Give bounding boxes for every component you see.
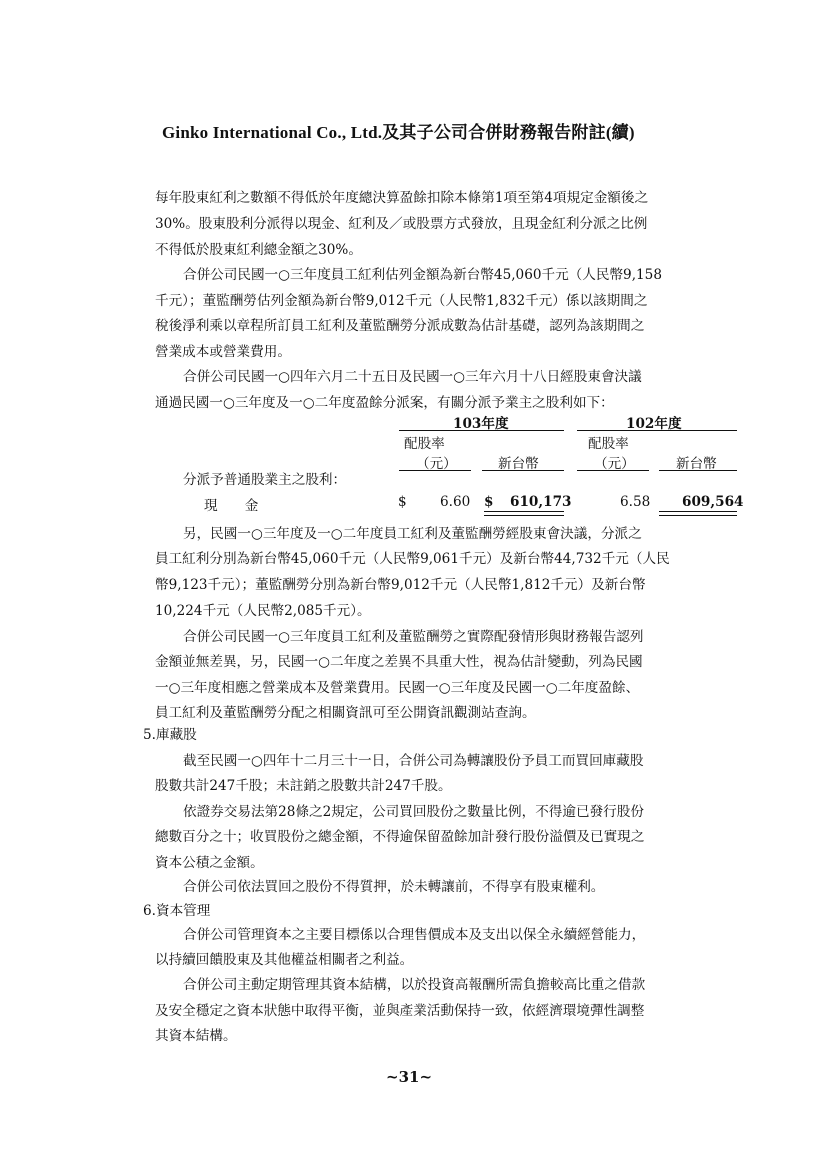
row-label-cash: 現 金 <box>204 498 259 514</box>
unit-label: （元） <box>416 456 457 472</box>
paragraph-line: 合併公司依法買回之股份不得質押，於未轉讓前，不得享有股東權利。 <box>183 879 605 895</box>
subheader-rule <box>482 470 564 471</box>
paragraph-line: 不得低於股東紅利總金額之30%。 <box>155 242 362 258</box>
paragraph-line: 稅後淨利乘以章程所訂員工紅利及董監酬勞分派成數為估計基礎，認列為該期間之 <box>155 318 645 334</box>
subheader-rule <box>399 470 471 471</box>
unit-label: （元） <box>594 456 635 472</box>
paragraph-line: 員工紅利及董監酬勞分配之相關資訊可至公開資訊觀測站查詢。 <box>155 705 536 721</box>
header-rule <box>399 430 564 431</box>
section-title-treasury-stock: 5.庫藏股 <box>143 727 197 743</box>
header-rule <box>577 430 737 431</box>
ntd-label: 新台幣 <box>676 456 717 472</box>
paragraph-line: 合併公司民國一○三年度員工紅利估列金額為新台幣45,060千元（人民幣9,158 <box>183 267 662 283</box>
paragraph-line: 截至民國一○四年十二月三十一日，合併公司為轉讓股份予員工而買回庫藏股 <box>183 753 644 769</box>
paragraph-line: 合併公司民國一○三年度員工紅利及董監酬勞之實際配發情形與財務報告認列 <box>183 629 644 645</box>
amount-102-value: 609,564 <box>682 494 744 510</box>
paragraph-line: 營業成本或營業費用。 <box>155 344 291 360</box>
column-year-102: 102年度 <box>626 416 682 432</box>
paragraph-line: 幣9,123千元）；董監酬勞分別為新台幣9,012千元（人民幣1,812千元）及新台幣 <box>155 577 646 593</box>
paragraph-line: 一○三年度相應之營業成本及營業費用。民國一○三年度及民國一○二年度盈餘、 <box>155 680 640 696</box>
paragraph-line: 合併公司主動定期管理其資本結構，以於投資高報酬所需負擔較高比重之借款 <box>183 977 646 993</box>
total-double-rule <box>659 511 737 516</box>
paragraph-line: 其資本結構。 <box>155 1028 237 1044</box>
column-year-103: 103年度 <box>453 416 509 432</box>
page-title: Ginko International Co., Ltd.及其子公司合併財務報告附註(續) <box>162 123 635 142</box>
rate-102-value: 6.58 <box>620 494 651 510</box>
paragraph-line: 千元）；董監酬勞估列金額為新台幣9,012千元（人民幣1,832千元）係以該期間之 <box>155 293 648 309</box>
paragraph-line: 通過民國一○三年度及一○二年度盈餘分派案，有關分派予業主之股利如下： <box>155 395 614 411</box>
amount-103-value: 610,173 <box>510 494 572 510</box>
page-number: ~31~ <box>386 1068 433 1086</box>
paragraph-line: 10,224千元（人民幣2,085千元）。 <box>155 603 371 619</box>
paragraph-line: 依證券交易法第28條之2規定，公司買回股份之數量比例，不得逾已發行股份 <box>183 804 644 820</box>
ntd-label: 新台幣 <box>498 456 539 472</box>
paragraph-line: 另，民國一○三年度及一○二年度員工紅利及董監酬勞經股東會決議，分派之 <box>183 526 642 542</box>
section-title-capital-management: 6.資本管理 <box>143 903 211 919</box>
paragraph-line: 金額並無差異，另，民國一○二年度之差異不具重大性，視為估計變動，列為民國 <box>155 654 643 670</box>
total-double-rule <box>484 511 564 516</box>
subheader-rule <box>577 470 649 471</box>
paragraph-line: 合併公司民國一○四年六月二十五日及民國一○三年六月十八日經股東會決議 <box>183 369 642 385</box>
paragraph-line: 合併公司管理資本之主要目標係以合理售價成本及支出以保全永續經營能力， <box>183 927 646 943</box>
paragraph-line: 資本公積之金額。 <box>155 855 264 871</box>
paragraph-line: 以持續回饋股東及其他權益相關者之利益。 <box>155 952 414 968</box>
row-heading: 分派予普通股業主之股利： <box>183 472 347 488</box>
paragraph-line: 員工紅利分別為新台幣45,060千元（人民幣9,061千元）及新台幣44,732千元（人民 <box>155 551 670 567</box>
paragraph-line: 及安全穩定之資本狀態中取得平衡，並與產業活動保持一致，依經濟環境彈性調整 <box>155 1003 645 1019</box>
paragraph-line: 總數百分之十；收買股份之總金額，不得逾保留盈餘加計發行股份溢價及已實現之 <box>155 829 645 845</box>
paragraph-line: 30%。股東股利分派得以現金、紅利及／或股票方式發放，且現金紅利分派之比例 <box>155 216 648 232</box>
rate-label: 配股率 <box>588 436 629 452</box>
rate-label: 配股率 <box>404 436 445 452</box>
paragraph-line: 股數共計247千股；未註銷之股數共計247千股。 <box>155 778 452 794</box>
rate-103-value: 6.60 <box>440 494 471 510</box>
paragraph-line: 每年股東紅利之數額不得低於年度總決算盈餘扣除本條第1項至第4項規定金額後之 <box>155 190 649 206</box>
subheader-rule <box>659 470 737 471</box>
currency-symbol: $ <box>398 494 407 510</box>
amount-currency-symbol: $ <box>484 494 494 510</box>
